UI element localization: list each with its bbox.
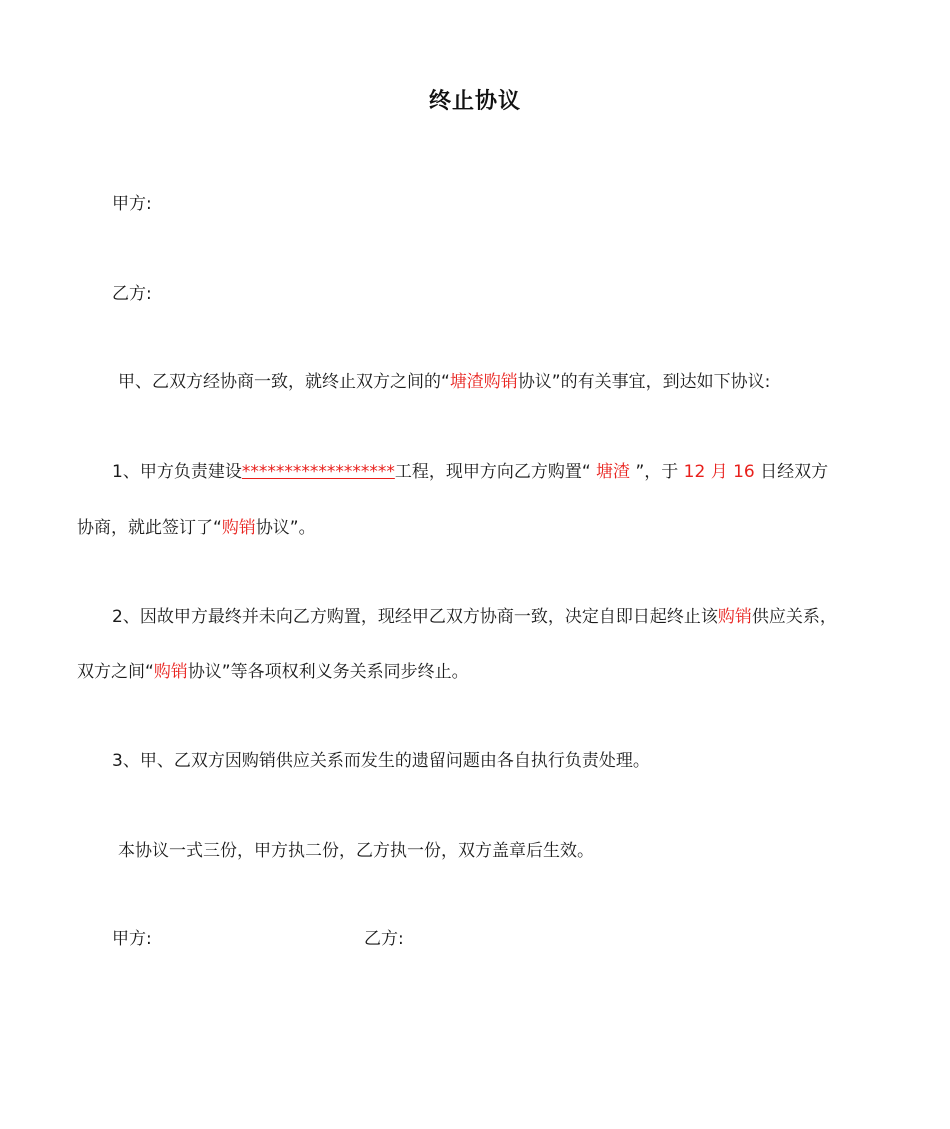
clause-1-date: 12 月 16 [683, 462, 755, 482]
clause-1-post: 日经双方 [754, 462, 829, 482]
intro-highlight: 塘渣购销 [449, 372, 518, 392]
clause-2-line-2-pre: 双方之间“ [77, 662, 154, 682]
clause-1-mid-2: ”，于 [630, 462, 684, 482]
clause-2-line-2-post: 协议”等各项权利义务关系同步终止。 [187, 662, 469, 682]
clause-2-line-2-highlight: 购销 [153, 662, 188, 682]
clause-1-mid-1: 工程，现甲方向乙方购置“ [394, 462, 597, 482]
signature-party-a: 甲方: [112, 929, 152, 949]
party-a-line: 甲方: [112, 194, 152, 214]
document-title: 终止协议 [428, 89, 521, 114]
intro-text-post: 协议”的有关事宜，到达如下协议: [517, 372, 771, 392]
clause-2-line-1 [112, 605, 837, 629]
clause-1-line-2-highlight: 购销 [221, 518, 256, 538]
clause-2-highlight: 购销 [717, 607, 752, 627]
clause-1-line-2-pre: 协商，就此签订了“ [77, 518, 222, 538]
clause-2-pre: 2、因故甲方最终并未向乙方购置，现经甲乙双方协商一致，决定自即日起终止该 [112, 607, 718, 627]
clause-1-line-2 [77, 516, 316, 540]
clause-2-line-2 [77, 660, 469, 684]
intro-paragraph [118, 370, 770, 394]
clause-1-line-1 [112, 460, 828, 484]
party-b-line: 乙方: [112, 284, 152, 304]
closing-paragraph: 本协议一式三份，甲方执二份，乙方执一份，双方盖章后生效。 [118, 841, 594, 861]
signature-party-b: 乙方: [364, 929, 404, 949]
clause-1-line-2-post: 协议”。 [255, 518, 316, 538]
clause-2-post: 供应关系， [751, 607, 837, 627]
clause-1-project-placeholder: ****************** [241, 462, 395, 482]
clause-1-material: 塘渣 [596, 462, 631, 482]
clause-1-pre: 1、甲方负责建设 [112, 462, 242, 482]
clause-3: 3、甲、乙双方因购销供应关系而发生的遗留问题由各自执行负责处理。 [112, 751, 650, 771]
intro-text-pre: 甲、乙双方经协商一致，就终止双方之间的“ [118, 372, 450, 392]
